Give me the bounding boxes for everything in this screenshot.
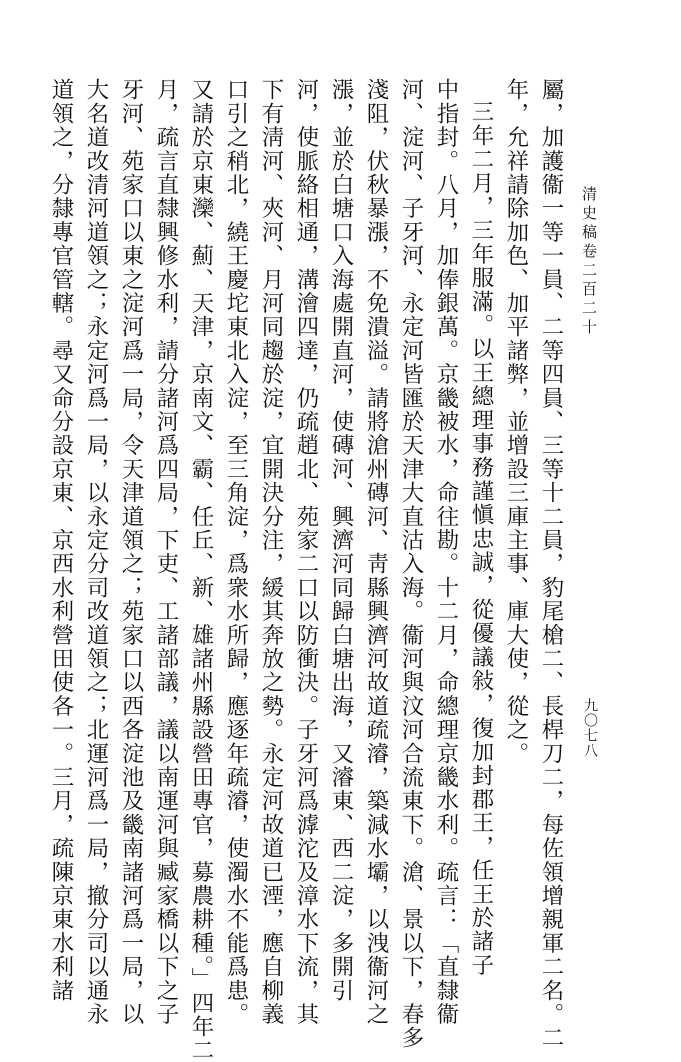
text-column-1: 屬，加護衞一等一員、二等四員、三等十二員，豹尾槍二、長桿刀二，每佐領增親軍二名。二 [538, 78, 564, 1050]
text-column-6: 淺阻，伏秋暴漲，不免潰溢。請將滄州磚河、靑縣興濟河故道疏濬，築減水壩，以洩衞河之 [363, 78, 389, 1026]
text-column-5: 河、淀河、子牙河、永定河皆匯於天津大直沽入海。衞河與汶河合流東下。滄、景以下，春多 [398, 78, 424, 1050]
running-title: 清史稿卷二百二十 [580, 186, 598, 338]
text-column-3: 三年二月，三年服滿。以王總理事務謹愼忠誠，從優議敍，復加封郡王，任王於諸子 [468, 100, 494, 977]
text-column-9: 下有淸河、夾河、月河同趨於淀，宜開決分注，緩其奔放之勢。永定河故道已湮，應自柳義 [258, 78, 284, 1026]
page-number: 九〇七八 [582, 698, 598, 758]
text-column-11: 又請於京東灤、薊、天津，京南文、霸、任丘、新、雄諸州縣設營田專官，募農耕種。」四年二 [188, 78, 214, 1062]
text-column-8: 河，使脈絡相通，溝澮四達，仍疏趙北、苑家二口以防衝決。子牙河爲滹沱及漳水下流，其 [293, 78, 319, 1026]
text-column-4: 中指封。八月，加俸銀萬。京畿被水，命往勘。十二月，命總理京畿水利。疏言：「直隸衞 [433, 78, 459, 1026]
text-column-7: 漲，並於白塘口入海處開直河，使磚河、興濟河同歸白塘出海，又濬東、西二淀，多開引 [328, 78, 354, 1003]
text-column-15: 道領之，分隸專官管轄。尋又命分設京東、京西水利營田使各一。三月，疏陳京東水利諸 [48, 78, 74, 1003]
text-column-10: 口引之稍北，繞王慶坨東北入淀，至三角淀，爲衆水所歸，應逐年疏濬，使濁水不能爲患。 [223, 78, 249, 1026]
text-column-14: 大名道改清河道領之；永定河爲一局，以永定分司改道領之；北運河爲一局，撤分司以通永 [83, 78, 109, 1026]
text-column-13: 牙河、苑家口以東之淀河爲一局，令天津道領之；苑家口以西各淀池及畿南諸河爲一局，以 [118, 78, 144, 1026]
text-column-2: 年，允祥請除加色、加平諸弊，並增設三庫主事、庫大使，從之。 [503, 78, 529, 766]
text-column-12: 月，疏言直隸興修水利，請分諸河爲四局，下吏、工諸部議，議以南運河與臧家橋以下之子 [153, 78, 179, 1026]
